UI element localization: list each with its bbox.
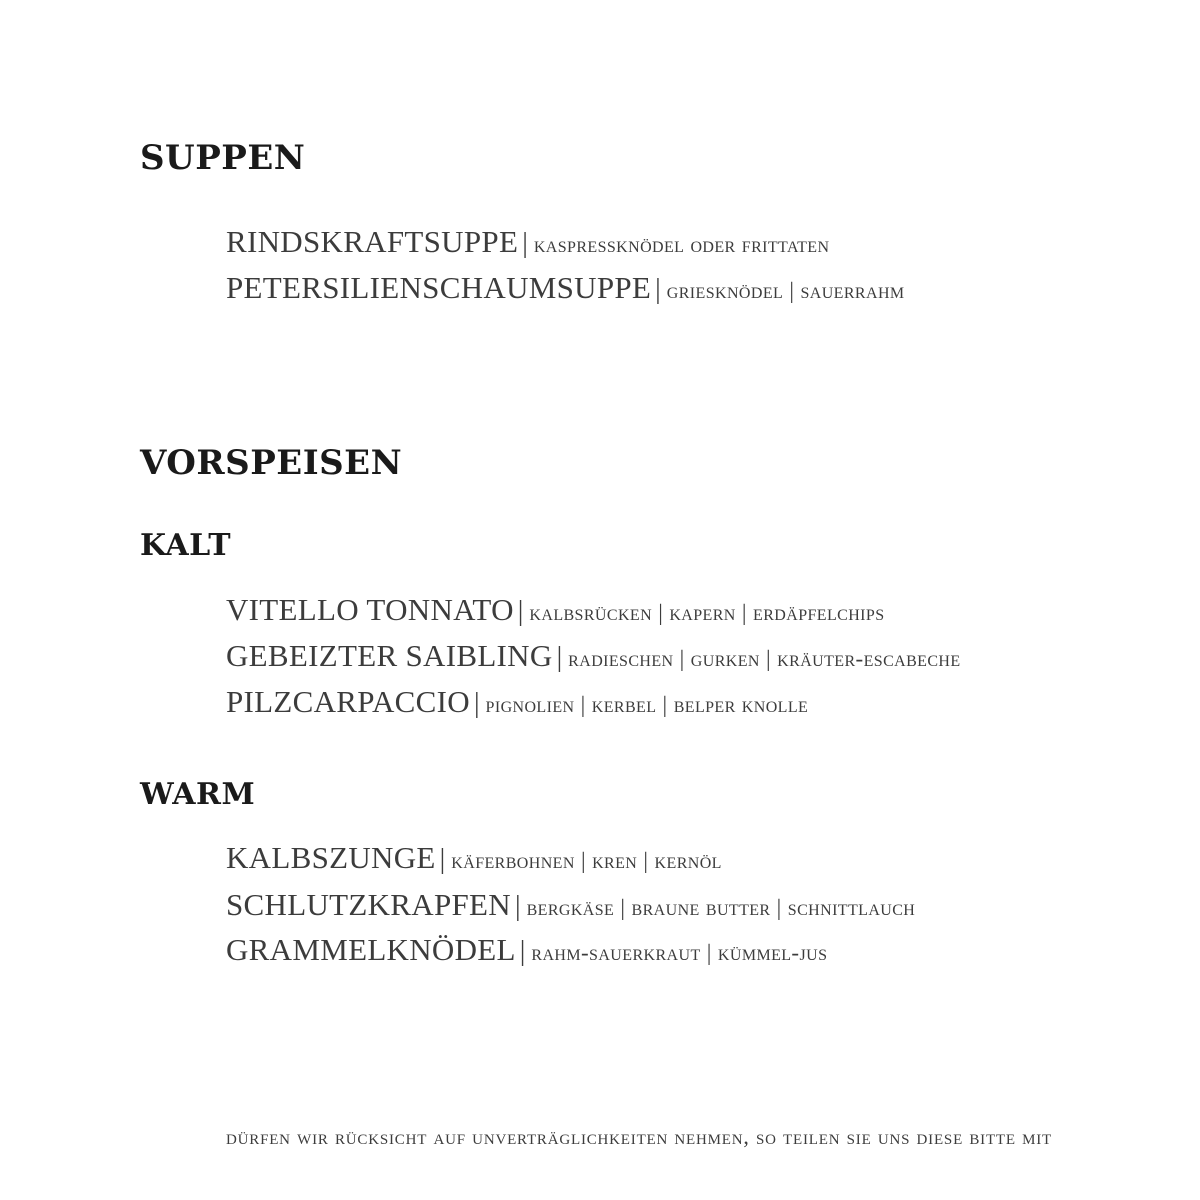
dish-name: SCHLUTZKRAPFEN — [226, 887, 511, 922]
section-title-vorspeisen: VORSPEISEN — [140, 443, 403, 483]
separator: | — [439, 844, 446, 875]
menu-item-petersilienschaumsuppe — [226, 270, 905, 306]
separator: | — [473, 688, 480, 719]
dish-description: griesknödel | sauerrahm — [666, 278, 905, 303]
dish-name: RINDSKRAFTSUPPE — [226, 224, 519, 259]
subsection-title-kalt: KALT — [140, 528, 232, 563]
dish-description: pignolien | kerbel | belper knolle — [485, 692, 809, 717]
menu-item-gebeizter-saibling — [226, 638, 961, 674]
dish-name: KALBSZUNGE — [226, 840, 436, 875]
dish-description: kalbsrücken | kapern | erdäpfelchips — [529, 600, 885, 625]
separator: | — [556, 642, 563, 673]
dish-name: PILZCARPACCIO — [226, 684, 470, 719]
dish-description: radieschen | gurken | kräuter-escabeche — [568, 646, 961, 671]
dish-name: GRAMMELKNÖDEL — [226, 932, 516, 967]
menu-item-rindskraftsuppe — [226, 224, 829, 260]
dish-name: GEBEIZTER SAIBLING — [226, 638, 553, 673]
menu-item-schlutzkrapfen — [226, 887, 915, 923]
subsection-title-warm: WARM — [140, 777, 256, 812]
dish-name: VITELLO TONNATO — [226, 592, 514, 627]
separator: | — [655, 274, 661, 305]
allergy-note: dürfen wir rücksicht auf unverträglichkeiten nehmen, so teilen sie uns diese bitte mit — [226, 1124, 1053, 1149]
menu-item-vitello-tonnato — [226, 592, 885, 628]
separator: | — [514, 891, 521, 922]
section-title-suppen: SUPPEN — [140, 138, 306, 178]
dish-description: bergkäse | braune butter | schnittlauch — [526, 895, 916, 920]
dish-description: rahm-sauerkraut | kümmel-jus — [531, 940, 828, 965]
separator: | — [522, 228, 528, 259]
dish-name: PETERSILIENSCHAUMSUPPE — [226, 270, 652, 305]
menu-item-kalbszunge — [226, 840, 722, 876]
separator: | — [517, 596, 524, 627]
menu-item-pilzcarpaccio — [226, 684, 808, 720]
separator: | — [519, 936, 526, 967]
menu-item-grammelknoedel — [226, 932, 827, 968]
dish-description: käferbohnen | kren | kernöl — [451, 848, 722, 873]
dish-description: kaspressknödel oder frittaten — [533, 232, 830, 257]
